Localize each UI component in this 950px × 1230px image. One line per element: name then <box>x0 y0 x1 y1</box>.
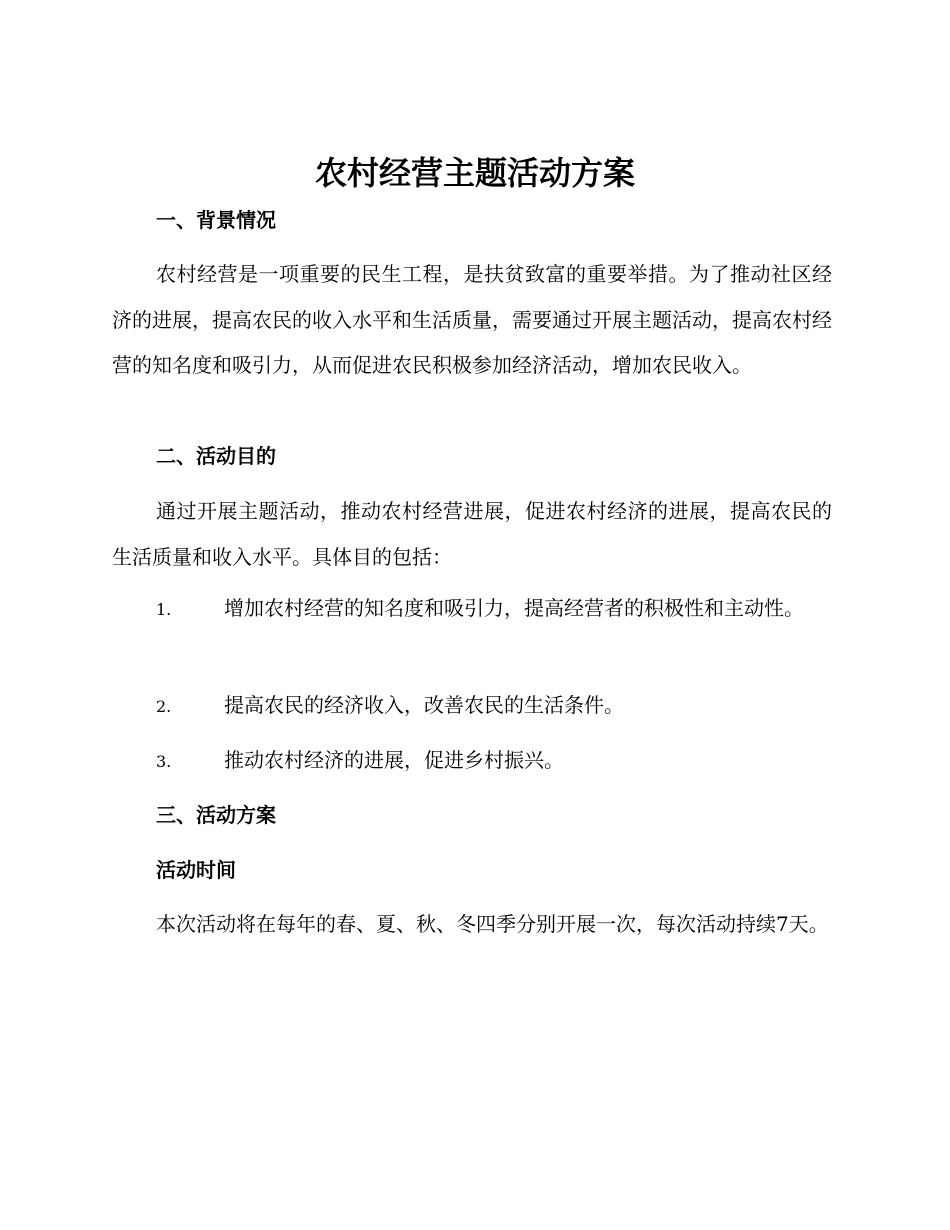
section-heading-purpose: 二、活动目的 <box>156 444 276 468</box>
section-heading-background: 一、背景情况 <box>156 208 276 232</box>
list-text-3: 推动农村经济的进展，促进乡村振兴。 <box>224 748 564 772</box>
paragraph-background: 农村经营是一项重要的民生工程，是扶贫致富的重要举措。为了推动社区经济的进展，提高农民的收入水平和生活质量，需要通过开展主题活动，提高农村经营的知名度和吸引力，从而促进农民积极参加经济活动，增加农民收入。 <box>112 262 832 377</box>
paragraph-purpose: 通过开展主题活动，推动农村经营进展，促进农村经济的进展，提高农民的生活质量和收入水平。具体目的包括： <box>112 499 832 569</box>
section-heading-plan: 三、活动方案 <box>156 803 276 827</box>
document-title: 农村经营主题活动方案 <box>314 154 635 192</box>
list-item-2 <box>112 684 832 728</box>
list-number-1: 1. <box>156 600 172 619</box>
list-text-2: 提高农民的经济收入，改善农民的生活条件。 <box>224 693 624 717</box>
list-number-3: 3. <box>156 752 172 771</box>
list-item-3 <box>112 739 832 783</box>
subheading-activity-time: 活动时间 <box>156 858 236 882</box>
list-item-1 <box>112 587 832 631</box>
list-number-2: 2. <box>156 697 172 716</box>
paragraph-activity-time: 本次活动将在每年的春、夏、秋、冬四季分别开展一次，每次活动持续7天。 <box>156 912 829 936</box>
list-text-1: 增加农村经营的知名度和吸引力，提高经营者的积极性和主动性。 <box>224 596 804 620</box>
